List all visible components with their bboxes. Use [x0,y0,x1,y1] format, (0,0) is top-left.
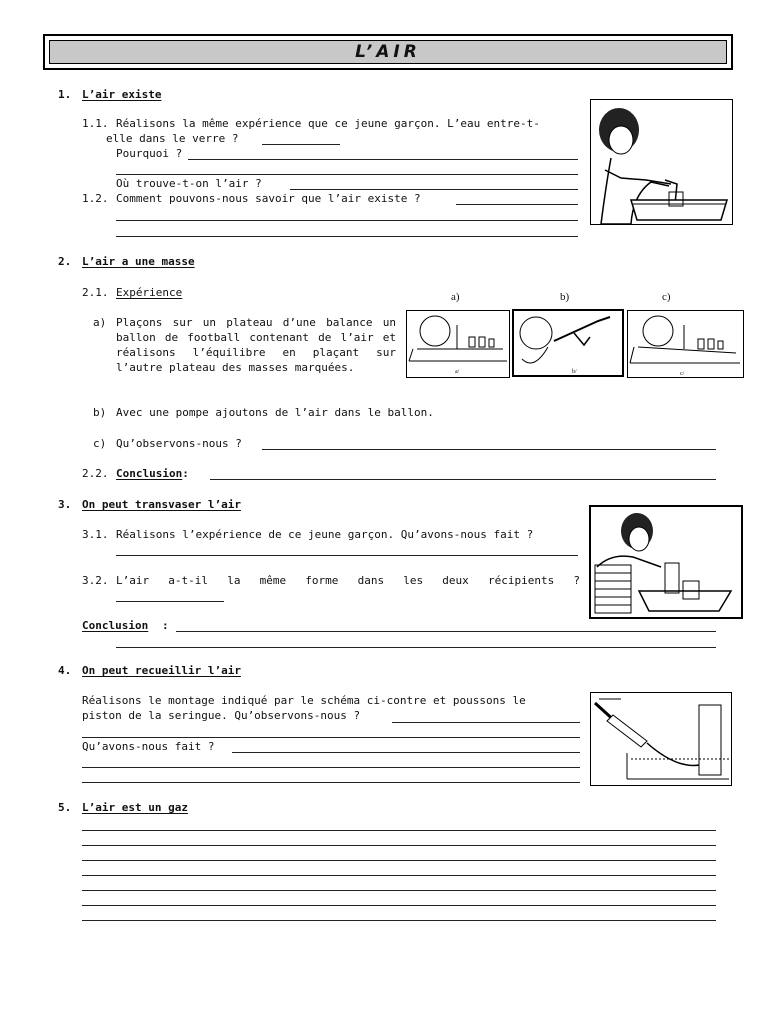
q22-number: 2.2. [82,467,109,480]
q11-where-line[interactable] [290,189,578,190]
boy-transfer-illustration [589,505,743,619]
q11-line2: elle dans le verre ? [106,132,239,145]
item-c-label: c) [93,437,107,450]
s4-observe-line[interactable] [392,722,580,723]
s5-answer-line-6[interactable] [82,905,716,906]
s4-done-line-2[interactable] [82,767,580,768]
section-4-number: 4. [58,664,72,677]
q11-why: Pourquoi ? [116,147,183,160]
q11-answer-line[interactable] [262,144,340,145]
q32-text: L’air a-t-il la même forme dans les deux récipients ? [116,574,580,587]
q12-answer-line-2[interactable] [116,220,578,221]
s5-answer-line-7[interactable] [82,920,716,921]
section-2-heading [58,254,195,269]
item-b-text: Avec une pompe ajoutons de l’air dans le ballon. [116,406,434,419]
s4-done: Qu’avons-nous fait ? [82,740,215,753]
section-2-title: L’air a une masse [82,255,195,268]
q12-text: Comment pouvons-nous savoir que l’air existe ? [116,192,421,205]
q32-answer-line[interactable] [116,601,224,602]
balance-c-drawing [628,311,743,377]
q21-number: 2.1. [82,286,109,299]
section-5-heading [58,800,188,815]
balance-figure-a [406,310,510,378]
q11-number: 1.1. [82,117,109,130]
q21-label: Expérience [116,286,183,299]
q22-answer-line[interactable] [210,479,716,480]
q12-number: 1.2. [82,192,109,205]
q22-colon: : [182,467,189,480]
item-a-text: Plaçons sur un plateau d’une balance un ballon de football contenant de l’air et réalisons l’équilibre en plaçant sur l’autre plateau des masses marquées. [116,316,396,374]
s4-observe-line-2[interactable] [82,737,580,738]
q11-why-line[interactable] [188,159,578,160]
item-c-text: Qu’observons-nous ? [116,437,242,450]
s5-answer-line-4[interactable] [82,875,716,876]
boy-transfer-drawing [591,507,741,617]
q31-number: 3.1. [82,528,109,541]
s5-answer-line-2[interactable] [82,845,716,846]
q11-why-line-2[interactable] [116,174,578,175]
s3-conclusion-label: Conclusion [82,619,149,632]
boy-basin-drawing [591,100,732,224]
item-b-label: b) [93,406,107,419]
pump-figure-b [512,309,624,377]
section-4-heading [58,663,241,678]
section-1-heading [58,87,161,102]
figure-a-label: a) [451,291,460,303]
s3-conclusion-colon: : [162,619,169,632]
s5-answer-line-5[interactable] [82,890,716,891]
figure-c-small-label: c/ [680,371,685,377]
title-box [43,34,733,70]
s4-text-line2: piston de la seringue. Qu’observons-nous ? [82,709,361,722]
q32-number: 3.2. [82,574,109,587]
q11-where: Où trouve-t-on l’air ? [116,177,262,190]
s3-conclusion-line-2[interactable] [116,647,716,648]
section-4-title: On peut recueillir l’air [82,664,241,677]
s4-done-line[interactable] [232,752,580,753]
section-1-number: 1. [58,88,72,101]
q12-answer-line-3[interactable] [116,236,578,237]
section-3-heading [58,497,241,512]
item-a-label: a) [93,316,107,329]
q22-label: Conclusion [116,467,183,480]
section-1-title: L’air existe [82,88,162,101]
syringe-cylinder-drawing [591,693,731,785]
figure-b-label: b) [560,291,570,303]
s4-done-line-3[interactable] [82,782,580,783]
boy-basin-illustration [590,99,733,225]
balance-figure-c [627,310,744,378]
item-c-answer-line[interactable] [262,449,716,450]
section-5-number: 5. [58,801,72,814]
q11-line1: Réalisons la même expérience que ce jeune garçon. L’eau entre-t- [116,117,540,130]
q31-answer-line[interactable] [116,555,578,556]
section-3-title: On peut transvaser l’air [82,498,241,511]
s4-text-line1: Réalisons le montage indiqué par le schéma ci-contre et poussons le [82,694,526,707]
figure-b-small-label: b/ [572,369,577,375]
section-5-title: L’air est un gaz [82,801,188,814]
figure-a-small-label: a/ [455,369,460,375]
pump-b-drawing [514,311,622,375]
s3-conclusion-line[interactable] [176,631,716,632]
s5-answer-line-1[interactable] [82,830,716,831]
figure-c-label: c) [662,291,671,303]
section-3-number: 3. [58,498,72,511]
page-title: L’AIR [355,41,421,62]
q12-answer-line[interactable] [456,204,578,205]
s5-answer-line-3[interactable] [82,860,716,861]
title-band [49,40,727,64]
q31-text: Réalisons l’expérience de ce jeune garçon. Qu’avons-nous fait ? [116,528,534,541]
q22-label-wrap [116,466,189,481]
section-2-number: 2. [58,255,72,268]
syringe-cylinder-illustration [590,692,732,786]
